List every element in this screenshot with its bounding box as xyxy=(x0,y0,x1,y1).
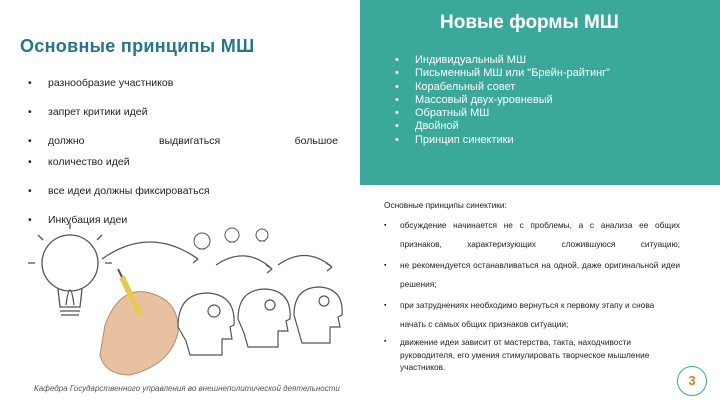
form-item: • Массовый двух-уровневый xyxy=(395,94,610,107)
page-number: 3 xyxy=(677,366,707,396)
left-title: Основные принципы МШ xyxy=(20,36,255,56)
arrow-icon xyxy=(102,242,332,273)
head-icon xyxy=(178,293,234,355)
form-item: • Индивидуальный МШ xyxy=(395,54,610,67)
principle-item: • все идеи должны фиксироваться xyxy=(28,182,338,200)
form-item: • Принцип синектики xyxy=(395,134,610,147)
principle-continuation: • количество идей xyxy=(28,153,338,171)
form-item: • Письменный МШ или "Брейн-райтинг" xyxy=(395,67,610,80)
small-lightbulb-icon xyxy=(194,228,268,249)
head-icon xyxy=(238,289,290,347)
principle-item: • запрет критики идей xyxy=(28,103,338,121)
synectics-item: ▪ обсуждение начинается не с проблемы, а с анализа ее общих признаков, характеризующих сложившуюся ситуацию; xyxy=(384,216,680,254)
principle-item: • Инкубация идеи xyxy=(28,211,338,229)
form-item: • Обратный МШ xyxy=(395,107,610,120)
form-item: • Корабельный совет xyxy=(395,81,610,94)
synectics-block xyxy=(384,200,680,376)
forms-list xyxy=(395,54,610,147)
synectics-item: ▪ не рекомендуется останавливаться на одной, даже оригинальной идеи решения; xyxy=(384,256,680,294)
brainstorm-illustration xyxy=(10,215,360,385)
synectics-item: ▪ движение идеи зависит от мастерства, такта, находчивости руководителя, его умения стимулировать творческое мышление участников. xyxy=(384,336,680,374)
form-item: • Двойной xyxy=(395,120,610,133)
synectics-item: ▪ при затруднениях необходимо вернуться к первому этапу и снова начать с самых общих признаков ситуации; xyxy=(384,296,680,334)
hand-icon xyxy=(100,269,178,375)
synectics-list xyxy=(384,216,680,374)
footer: Кафедра Государственного управления во внешнеполитической деятельности xyxy=(34,384,340,393)
principle-item: • должно выдвигаться большое xyxy=(28,132,338,150)
right-title: Новые формы МШ xyxy=(440,12,619,33)
head-icon xyxy=(294,287,342,343)
principle-item: • разнообразие участников xyxy=(28,74,338,92)
synectics-title: Основные принципы синектики: xyxy=(384,200,507,210)
lightbulb-icon xyxy=(28,223,112,315)
